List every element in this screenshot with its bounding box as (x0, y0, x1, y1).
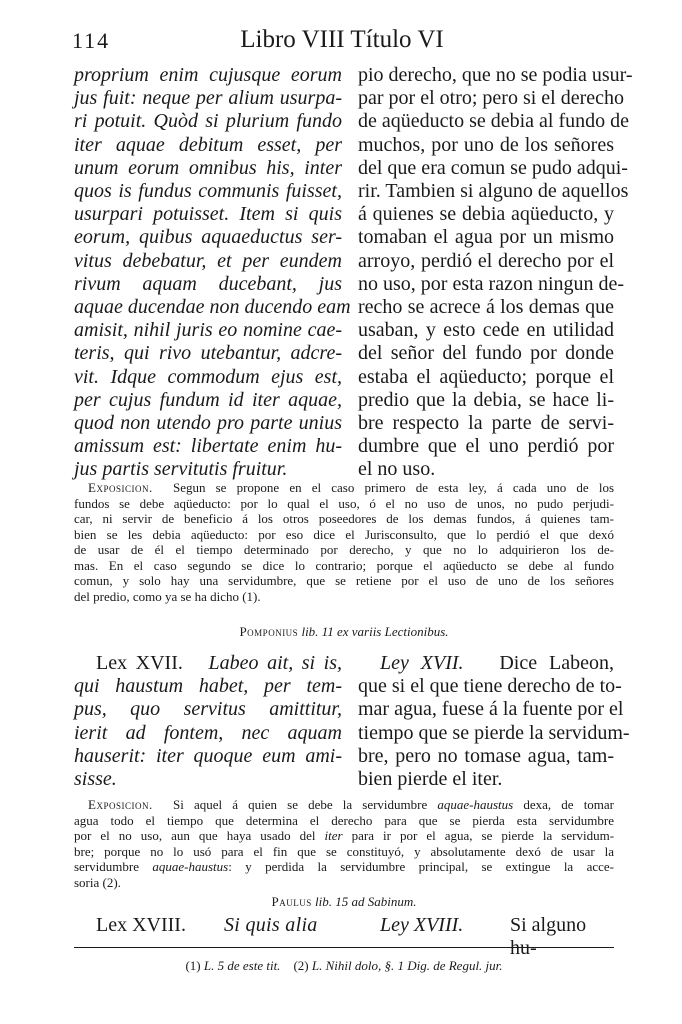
exposition-line (74, 797, 614, 813)
spanish-line: estaba el aqüeducto; porque el (358, 365, 614, 388)
spanish-line: de aqüeducto se debia al fundo de (358, 110, 630, 133)
exposition-line (74, 480, 614, 496)
exposition-line: bre; porque no lo usó para el fin que se constituyó, y absolutamente dexó de usar la (74, 843, 614, 859)
spanish-line: bre respecto la parte de servi- (358, 412, 614, 435)
spanish-line (358, 652, 614, 675)
exposition-text: : y perdida la servidumbre principal, se extingue la acce- (228, 859, 615, 874)
exposition-law17 (74, 797, 614, 890)
legal-term: iter (324, 828, 343, 843)
exposition-label: Exposicion. (88, 797, 153, 812)
footnote-mark: (2) (293, 958, 309, 973)
source-citation-pomponius (74, 624, 614, 640)
latin-line: usurpari potuisset. Item si quis (74, 203, 342, 226)
source-reference: lib. 15 ad Sabinum. (315, 894, 417, 909)
exposition-line: bien se les debia aqüeducto: por eso dice el Jurisconsulto, que lo perdió el que dexó (74, 526, 614, 542)
spanish-line: á quienes se debia aqüeducto, y (358, 203, 614, 226)
source-reference: lib. 11 ex variis Lectionibus. (301, 624, 449, 639)
law-label: Ley XVIII. (380, 914, 464, 936)
exposition-line (74, 859, 614, 875)
law16-latin-column (74, 64, 351, 482)
spanish-line: muchos, por uno de los señores (358, 133, 614, 156)
latin-line: sisse. (74, 768, 117, 791)
exposition-label: Exposicion. (88, 480, 153, 495)
footnote-divider (74, 947, 614, 948)
spanish-line: dumbre que el uno perdió por (358, 435, 614, 458)
spanish-line: usaban, y esto cede en utilidad (358, 319, 614, 342)
source-author: Paulus (271, 894, 312, 909)
latin-line: pus, quo servitus amittitur, (74, 698, 342, 721)
latin-line: ierit ad fontem, nec aquam (74, 721, 342, 744)
spanish-line: mar agua, fuese á la fuente por el (358, 698, 624, 721)
latin-line: amisit, nihil juris eo nomine cae- (74, 319, 342, 342)
latin-line: aquae ducendae non ducendo eam (74, 296, 351, 319)
spanish-line: rir. Tambien si alguno de aquellos (358, 180, 629, 203)
spanish-line: bre, pero no tomase agua, tam- (358, 744, 614, 767)
latin-text: Si quis alia (224, 914, 318, 936)
latin-line: iter aquae debitum esset, per (74, 133, 342, 156)
latin-line: quod non utendo pro parte unius (74, 412, 342, 435)
footnote-mark: (1) (185, 958, 201, 973)
exposition-text: Segun se propone en el caso primero de esta ley, á cada uno de los (172, 480, 615, 495)
spanish-line: del señor del fundo por donde (358, 342, 614, 365)
latin-line: teris, qui rivo utebantur, adcre- (74, 342, 342, 365)
latin-line: eorum, quibus aquaeductus ser- (74, 226, 342, 249)
law17-latin-column (74, 652, 342, 791)
running-title: Libro VIII Título VI (240, 26, 444, 53)
spanish-line: tomaban el agua por un mismo (358, 226, 614, 249)
exposition-law16 (74, 480, 614, 604)
spanish-line: tiempo que se pierde la servidum- (358, 721, 630, 744)
exposition-line (74, 828, 614, 844)
latin-line: unum eorum omnibus his, inter (74, 156, 342, 179)
legal-term: aquae-haustus (437, 797, 514, 812)
latin-line (74, 652, 342, 675)
legal-term: aquae-haustus (152, 859, 229, 874)
page-number: 114 (72, 28, 111, 53)
exposition-line: fundos se debe aqüeducto: por lo qual el uso, ó el no uso de unos, no pudo perjudi- (74, 495, 614, 511)
spanish-line: no uso, por esta razon ningun de- (358, 272, 625, 295)
exposition-text: por el no uso, aun que haya usado del (74, 828, 316, 843)
exposition-text: servidumbre (74, 859, 139, 874)
exposition-line: del predio, como ya se ha dicho (1). (74, 588, 261, 604)
exposition-line: de usar de él el tiempo determinado por derecho, y que no lo adquirieron los de- (74, 542, 614, 557)
latin-line: vit. Idque commodum ejus est, (74, 365, 342, 388)
exposition-text: Si aquel á quien se debe la servidumbre (172, 797, 428, 812)
spanish-line: recho se acrece á los demas que (358, 296, 614, 319)
law-label: Ley XVII. (380, 652, 464, 674)
spanish-line: predio que la debia, se hace li- (358, 388, 614, 411)
latin-line: jus partis servitutis fruitur. (74, 458, 288, 481)
exposition-line: car, ni servir de beneficio á los otros poseedores de los demas fundos, á quienes tam- (74, 511, 614, 526)
exposition-line: mas. En el caso segundo se dice lo contrario; porque el aqüeducto se debe al fundo (74, 557, 614, 573)
spanish-line: el no uso. (358, 458, 436, 481)
spanish-line: par por el otro; pero si el derecho (358, 87, 625, 110)
latin-line: jus fuit: neque per alium usurpa- (74, 87, 342, 110)
latin-line: per cujus fundum id iter aquae, (74, 388, 342, 411)
latin-line: quos is fundus communis fuisset, (74, 180, 342, 203)
spanish-text: Si alguno hu- (510, 914, 587, 959)
footnote-text: L. Nihil dolo, §. 1 Dig. de Regul. jur. (311, 958, 503, 973)
spanish-line: bien pierde el iter. (358, 768, 503, 791)
footnotes (74, 958, 614, 974)
latin-line: hauserit: iter quoque eum ami- (74, 744, 342, 767)
latin-line: rivum aquam ducebant, jus (74, 272, 342, 295)
source-citation-paulus (74, 894, 614, 910)
exposition-line: agua todo el tiempo que determina el derecho para que se pierda esta servidumbre (74, 812, 614, 828)
latin-line: amissum est: libertate enim hu- (74, 435, 342, 458)
latin-line: ri potuit. Quòd si plurium fundo (74, 110, 342, 133)
exposition-text: para ir por el agua, se pierde la servidum- (351, 828, 615, 843)
spanish-line: pio derecho, que no se podia usur- (358, 64, 633, 86)
source-author: Pomponius (239, 624, 299, 639)
exposition-line: comun, y solo hay una servidumbre, que se retiene por el uso de uno de los señores (74, 573, 614, 588)
latin-line: vitus debebatur, et per eundem (74, 249, 342, 272)
law18-opening-line (74, 914, 614, 959)
law-label: Lex XVII. (96, 652, 183, 674)
footnote-text: L. 5 de este tit. (203, 958, 281, 973)
latin-line: proprium enim cujusque eorum (74, 64, 342, 86)
exposition-line: soria (2). (74, 874, 121, 890)
spanish-line: que si el que tiene derecho de to- (358, 675, 622, 698)
law16-spanish-column (358, 64, 633, 482)
exposition-text: dexa, de tomar (523, 797, 615, 812)
law17-spanish-column (358, 652, 630, 791)
spanish-line: del que era comun se pudo adqui- (358, 156, 628, 179)
law-label: Lex XVIII. (96, 914, 186, 936)
page-header (72, 22, 612, 58)
latin-line: qui haustum habet, per tem- (74, 675, 342, 698)
spanish-text: Dice Labeon, (499, 652, 614, 674)
spanish-line: arroyo, perdió el derecho por el (358, 249, 614, 272)
latin-text: Labeo ait, si is, (208, 652, 342, 674)
